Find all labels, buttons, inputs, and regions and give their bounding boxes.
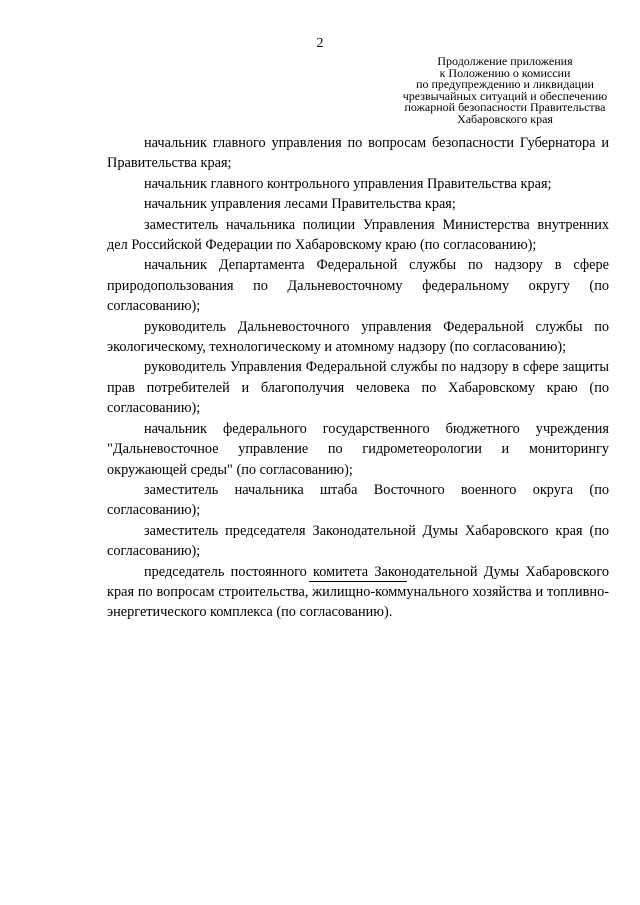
member-entry: заместитель начальника полиции Управления Министерства внутренних дел Российской Федерации по Хабаровскому краю (по согласованию); [107,216,609,254]
member-entry: начальник главного контрольного управления Правительства края; [144,175,552,192]
appendix-header [380,56,630,126]
appendix-header-line: Продолжение приложения [437,54,573,68]
member-entry: руководитель Дальневосточного управления Федеральной службы по экологическому, технологическому и атомному надзору (по согласованию); [107,318,609,356]
appendix-header-line: пожарной безопасности Правительства [404,100,606,115]
closing-divider [309,581,407,582]
member-entry: председатель постоянного комитета Законодательной Думы Хабаровского края по вопросам строительства, жилищно-коммунального хозяйства и топливно-энергетического комплекса (по согласованию). [107,563,609,621]
appendix-header-line: Хабаровского края [457,111,553,126]
member-entry: начальник федерального государственного бюджетного учреждения "Дальневосточное управление по гидрометеорологии и мониторингу окружающей среды" (по согласованию); [107,420,609,478]
appendix-header-line: чрезвычайных ситуаций и обеспечению [402,88,608,103]
member-entry: начальник главного управления по вопросам безопасности Губернатора и Правительства края; [107,135,609,172]
member-entry: заместитель председателя Законодательной Думы Хабаровского края (по согласованию); [107,522,609,560]
member-entry: заместитель начальника штаба Восточного военного округа (по согласованию); [107,481,609,519]
page-number: 2 [316,36,324,51]
member-entry: руководитель Управления Федеральной службы по надзору в сфере защиты прав потребителей и благополучия человека по Хабаровскому краю (по согласованию); [107,359,609,417]
member-entry: начальник Департамента Федеральной службы по надзору в сфере природопользования по Дальневосточному федеральному округу (по согласованию); [107,257,609,315]
member-entry: начальник управления лесами Правительства края; [144,196,456,213]
appendix-header-line: к Положению о комиссии [439,65,571,80]
appendix-header-line: по предупреждению и ликвидации [416,77,594,92]
commission-members-list [107,133,609,623]
